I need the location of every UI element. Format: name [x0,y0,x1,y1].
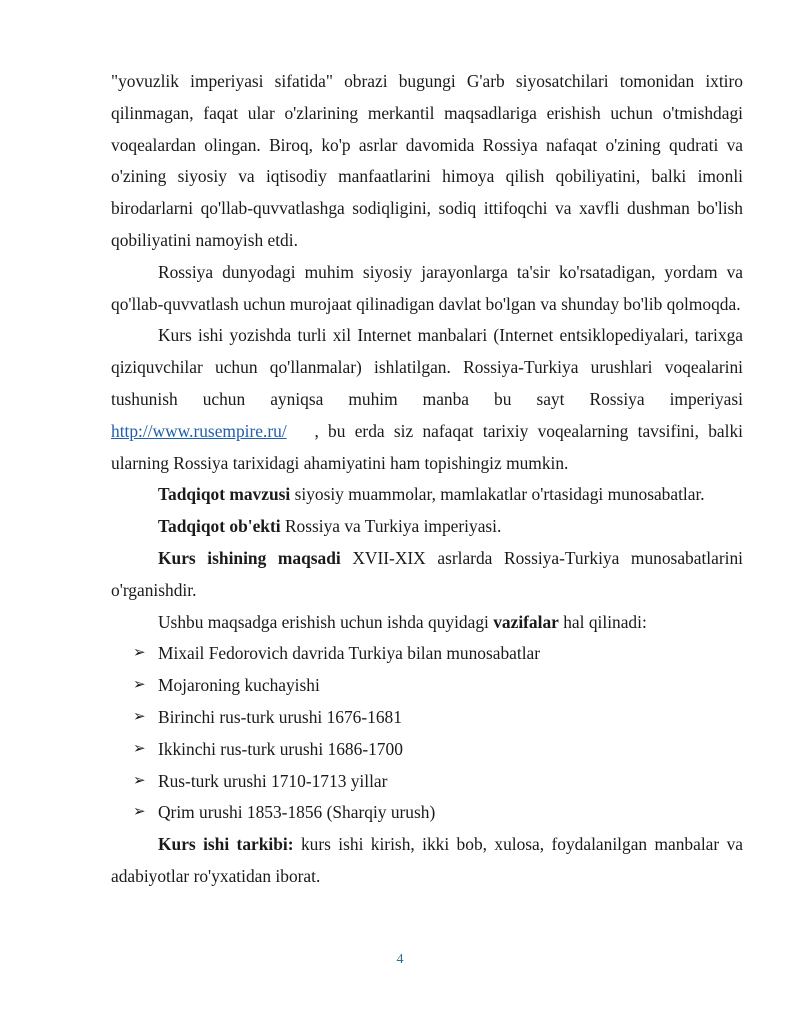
tasks-list [111,638,743,829]
arrow-bullet-icon: ➢ [133,772,146,789]
list-item-text: Mojaroning kuchayishi [158,675,320,696]
page-number: 4 [396,952,404,967]
list-item [111,734,743,766]
paragraph-russia-role: Rossiya dunyodagi muhim siyosiy jarayonlarga ta'sir ko'rsatadigan, yordam va qo'llab-quvvatlash uchun murojaat qilinadigan davlat bo'lgan va shunday bo'lib qolmoqda. [111,261,743,314]
research-subject-text: siyosiy muammolar, mamlakatlar o'rtasidagi munosabatlar. [290,484,705,505]
sources-text: Kurs ishi yozishda turli xil Internet manbalari (Internet entsiklopediyalari, tarixga qiziquvchilar uchun qo'llanmalar) ishlatilgan. Rossiya-Turkiya urushlari voqealarini tushunish uchun ayniqsa muhim manba bu sayt Rossiya imperiyasi [111,325,743,409]
research-subject-label: Tadqiqot mavzusi [158,484,291,505]
arrow-bullet-icon: ➢ [133,645,146,662]
research-object-text: Rossiya va Turkiya imperiyasi. [280,516,502,537]
tasks-intro-bold: vazifalar [493,611,559,632]
list-item [111,638,743,670]
list-item-text: Ikkinchi rus-turk urushi 1686-1700 [158,738,403,759]
list-item [111,670,743,702]
list-item [111,797,743,829]
paragraph-sources [111,320,748,479]
course-structure-label: Kurs ishi tarkibi: [158,834,294,855]
page-content [111,66,748,893]
arrow-bullet-icon: ➢ [133,677,146,694]
paragraph-intro: "yovuzlik imperiyasi sifatida" obrazi bugungi G'arb siyosatchilari tomonidan ixtiro qilinmagan, faqat ular o'zlarining merkantil maqsadlariga erishish uchun o'tmishdagi voqealardan olingan. Biroq, ko'p asrlar davomida Rossiya nafaqat o'zining qudrati va o'zining siyosiy va iqtisodiy manfaatlarini himoya qilish qobiliyatini, balki imonli birodarlarni qo'llab-quvvatlashga sodiqligini, sodiq ittifoqchi va xavfli dushman bo'lish qobiliyatini namoyish etdi. [111,71,743,250]
tasks-intro-end: hal qilinadi: [558,611,647,632]
sources-text-after: , bu erda siz nafaqat tarixiy voqealarning tavsifini, balki ularning Rossiya tarixidagi ahamiyatini ham topishingiz mumkin. [111,420,748,473]
research-goal-text: XVII-XIX asrlarda Rossiya-Turkiya munosabatlarini o'rganishdir. [111,547,743,600]
arrow-bullet-icon: ➢ [133,740,146,757]
list-item-text: Rus-turk urushi 1710-1713 yillar [158,770,388,791]
list-item-text: Mixail Fedorovich davrida Turkiya bilan munosabatlar [158,643,541,664]
arrow-bullet-icon: ➢ [133,708,146,725]
tasks-intro [111,607,743,639]
research-subject [111,479,743,511]
course-structure [111,829,743,893]
research-object-label: Tadqiqot ob'ekti [158,516,281,537]
arrow-bullet-icon: ➢ [133,804,146,821]
list-item-text: Birinchi rus-turk urushi 1676-1681 [158,706,402,727]
list-item [111,702,743,734]
list-item-text: Qrim urushi 1853-1856 (Sharqiy urush) [158,802,436,823]
course-structure-text: kurs ishi kirish, ikki bob, xulosa, foydalanilgan manbalar va adabiyotlar ro'yxatidan iborat. [111,834,743,886]
research-goal-label: Kurs ishining maqsadi [158,547,341,568]
rusempire-link[interactable]: http://www.rusempire.ru/ [111,420,287,441]
tasks-intro-text: Ushbu maqsadga erishish uchun ishda quyidagi [158,611,494,632]
list-item [111,766,743,798]
research-goal [111,543,743,607]
research-object [111,511,743,543]
